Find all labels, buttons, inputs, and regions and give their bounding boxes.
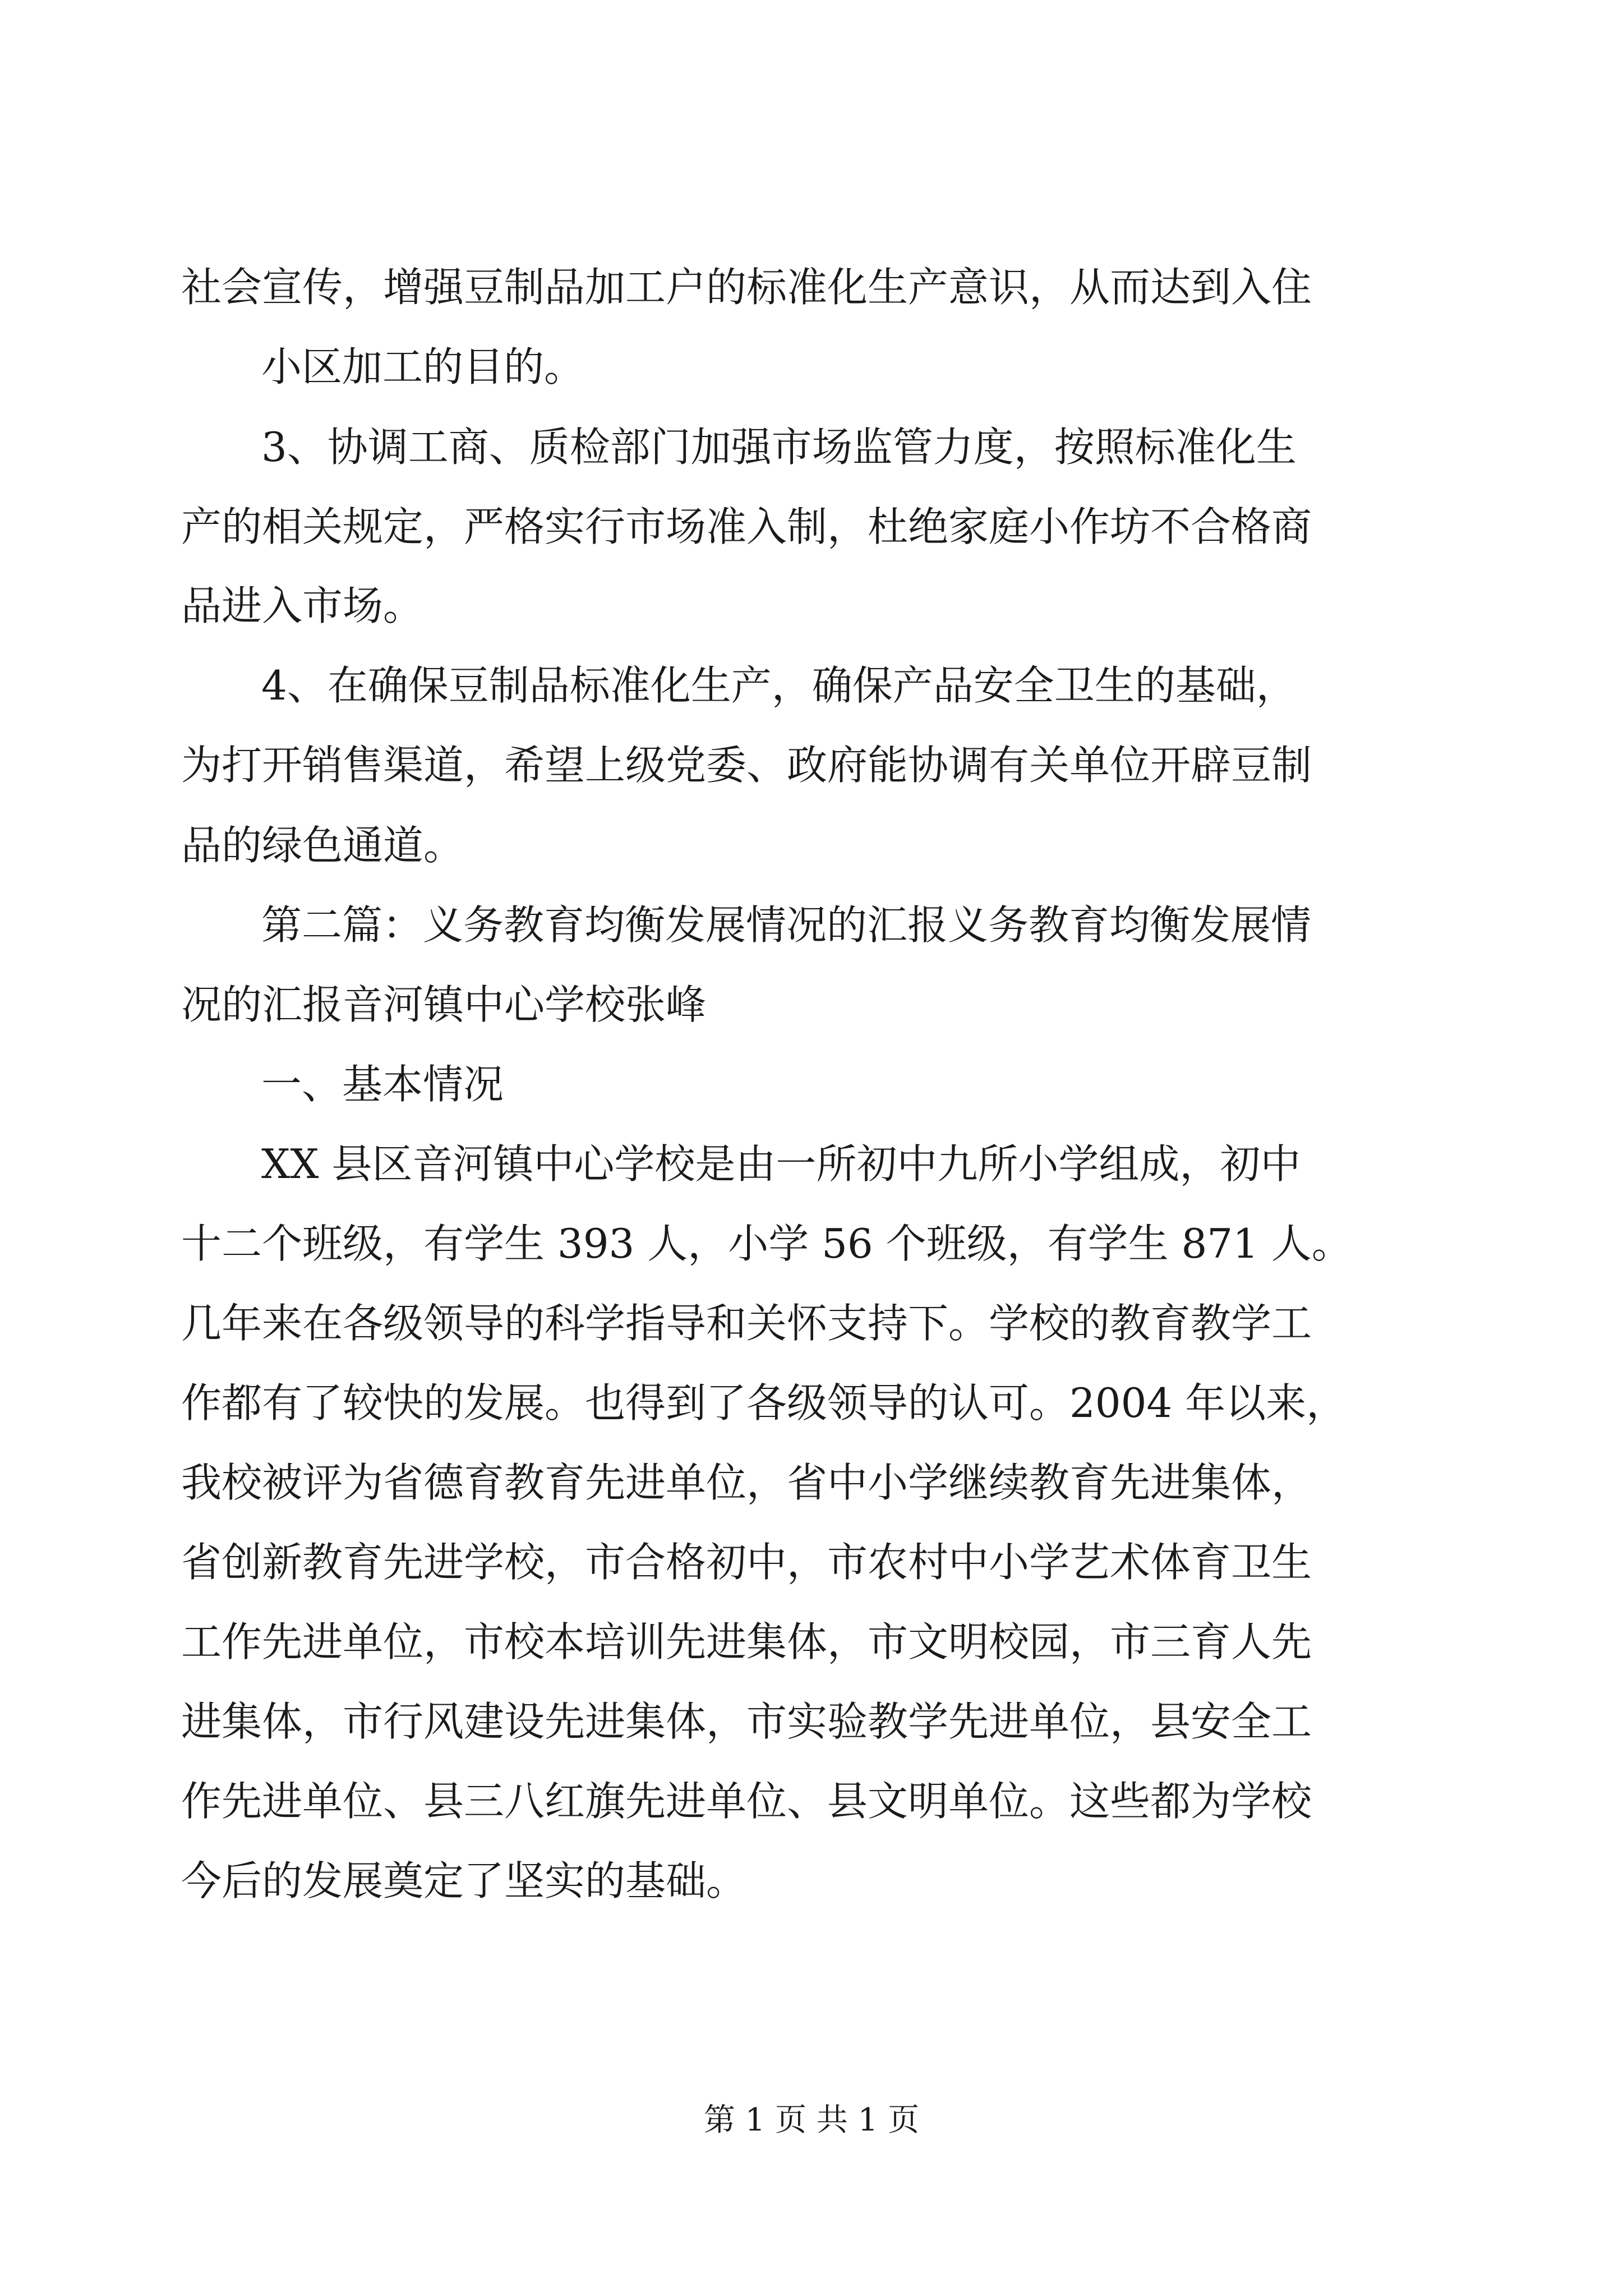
text-line: 进集体，市行风建设先进集体，市实验教学先进单位，县安全工 bbox=[181, 1698, 1312, 1745]
section-heading-line: 第二篇：义务教育均衡发展情况的汇报义务教育均衡发展情 bbox=[261, 901, 1312, 949]
page-footer: 第 1 页 共 1 页 bbox=[703, 2102, 920, 2138]
text-line: 小区加工的目的。 bbox=[261, 343, 585, 390]
text-line: 产的相关规定，严格实行市场准入制，杜绝家庭小作坊不合格商 bbox=[181, 503, 1312, 550]
text-line: 社会宣传，增强豆制品加工户的标准化生产意识，从而达到入住 bbox=[181, 264, 1312, 311]
section-heading-line: 况的汇报音河镇中心学校张峰 bbox=[181, 981, 707, 1028]
text-line: 作先进单位、县三八红旗先进单位、县文明单位。这些都为学校 bbox=[181, 1778, 1312, 1825]
text-line: XX 县区音河镇中心学校是由一所初中九所小学组成，初中 bbox=[261, 1140, 1301, 1188]
text-line: 品进入市场。 bbox=[181, 582, 424, 629]
paragraph-4-line: 4、在确保豆制品标准化生产，确保产品安全卫生的基础， bbox=[261, 662, 1297, 709]
text-line: 省创新教育先进学校，市合格初中，市农村中小学艺术体育卫生 bbox=[181, 1539, 1312, 1586]
text-line: 我校被评为省德育教育先进单位，省中小学继续教育先进集体， bbox=[181, 1459, 1312, 1506]
text-line: 作都有了较快的发展。也得到了各级领导的认可。2004 年以来， bbox=[181, 1379, 1347, 1427]
text-line: 品的绿色通道。 bbox=[181, 822, 464, 869]
text-line: 工作先进单位，市校本培训先进集体，市文明校园，市三育人先 bbox=[181, 1618, 1312, 1665]
text-line: 几年来在各级领导的科学指导和关怀支持下。学校的教育教学工 bbox=[181, 1300, 1312, 1347]
text-line: 今后的发展奠定了坚实的基础。 bbox=[181, 1857, 747, 1904]
subheading-basic-situation: 一、基本情况 bbox=[261, 1061, 504, 1108]
paragraph-3-line: 3、协调工商、质检部门加强市场监管力度，按照标准化生 bbox=[261, 424, 1297, 471]
text-line: 为打开销售渠道，希望上级党委、政府能协调有关单位开辟豆制 bbox=[181, 742, 1312, 789]
text-line: 十二个班级，有学生 393 人，小学 56 个班级，有学生 871 人。 bbox=[181, 1220, 1352, 1267]
